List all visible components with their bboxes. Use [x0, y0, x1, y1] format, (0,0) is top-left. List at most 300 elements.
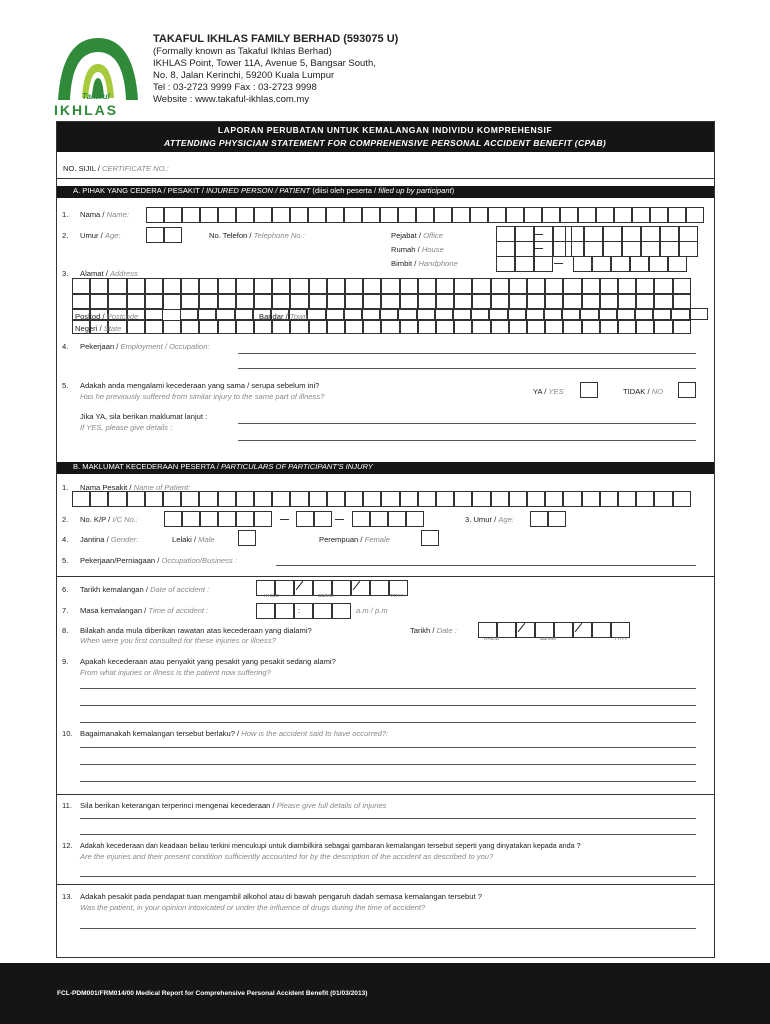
a-town-box[interactable]: [307, 308, 325, 320]
b-name-char-box[interactable]: [163, 491, 181, 507]
b-name-char-box[interactable]: [108, 491, 126, 507]
b-ic-box[interactable]: [370, 511, 388, 527]
b-name-char-box[interactable]: [600, 491, 618, 507]
b-name-char-box[interactable]: [673, 491, 691, 507]
b8-yy-hint: TT/YY: [614, 637, 628, 642]
a-address-char-box[interactable]: [72, 278, 90, 294]
a-state-box[interactable]: [327, 320, 345, 334]
b-name-char-box[interactable]: [509, 491, 527, 507]
b-name-char-box[interactable]: [272, 491, 290, 507]
a-phone-office-box[interactable]: [584, 226, 603, 242]
a-phone-mobile-box[interactable]: [592, 256, 611, 272]
a-name-char-box[interactable]: [290, 207, 308, 223]
b9-number: 9.: [62, 657, 69, 666]
b-ic-box[interactable]: [182, 511, 200, 527]
a-name-char-box[interactable]: [650, 207, 668, 223]
a-state-box[interactable]: [545, 320, 563, 334]
a-address-char-box[interactable]: [600, 278, 618, 294]
a-town-box[interactable]: [453, 308, 471, 320]
b-female-label-en: Female: [364, 535, 390, 544]
b-name-char-box[interactable]: [254, 491, 272, 507]
a-phone-house-box[interactable]: [496, 241, 515, 257]
a-age-box-2[interactable]: [164, 227, 182, 243]
title-english: ATTENDING PHYSICIAN STATEMENT FOR COMPREHENSIVE PERSONAL ACCIDENT BENEFIT (CPAB): [163, 138, 607, 148]
a-name-char-box[interactable]: [164, 207, 182, 223]
a-state-box[interactable]: [563, 320, 581, 334]
company-name: TAKAFUL IKHLAS FAMILY BERHAD (593075 U): [153, 33, 399, 45]
a-name-char-box[interactable]: [236, 207, 254, 223]
b-time-box[interactable]: [256, 603, 275, 619]
b13-line-1[interactable]: [80, 928, 696, 929]
b-accident-date-box[interactable]: [370, 580, 389, 596]
b-name-char-box[interactable]: [472, 491, 490, 507]
b-male-label: [172, 535, 215, 544]
a-address-char-box[interactable]: [582, 278, 600, 294]
b-occupation-line[interactable]: [276, 565, 696, 566]
a-address-char-box[interactable]: [454, 278, 472, 294]
a-address-char-box[interactable]: [199, 278, 217, 294]
certificate-label: [63, 164, 169, 173]
a-town-box[interactable]: [653, 308, 671, 320]
a-town-box[interactable]: [635, 308, 653, 320]
a-state-box[interactable]: [127, 320, 145, 334]
a-town-box[interactable]: [471, 308, 489, 320]
b5-label-ms: Pekerjaan/Perniagaan /: [80, 556, 162, 565]
a-name-char-box[interactable]: [542, 207, 560, 223]
a-state-box[interactable]: [163, 320, 181, 334]
a-address-char-box[interactable]: [218, 278, 236, 294]
b2-label-ms: No. K/P /: [80, 515, 113, 524]
a-address-char-box[interactable]: [327, 278, 345, 294]
b-female-label-ms: Perempuan /: [319, 535, 365, 544]
a-name-char-box[interactable]: [200, 207, 218, 223]
a-address-char-box[interactable]: [563, 278, 581, 294]
b-time-box[interactable]: [332, 603, 351, 619]
a-name-char-box[interactable]: [416, 207, 434, 223]
section-b-heading-en: PARTICULARS OF PARTICIPANT'S INJURY: [220, 462, 373, 471]
a-town-box[interactable]: [216, 308, 234, 320]
a-name-char-box[interactable]: [182, 207, 200, 223]
b-male-checkbox[interactable]: [238, 530, 256, 546]
b-name-char-box[interactable]: [72, 491, 90, 507]
a-phone-mobile-box[interactable]: [515, 256, 534, 272]
a-mobile-label-ms: Bimbit /: [391, 259, 419, 268]
b-time-box[interactable]: [294, 603, 313, 619]
a-state-box[interactable]: [582, 320, 600, 334]
a-address-char-box[interactable]: [145, 278, 163, 294]
a-phone-mobile-box[interactable]: [534, 256, 553, 272]
a2-label-en: Age:: [104, 231, 121, 240]
a-name-char-box[interactable]: [578, 207, 596, 223]
a-address-char-box[interactable]: [509, 278, 527, 294]
a-yes-label-ms: YA /: [533, 387, 549, 396]
b-name-char-box[interactable]: [309, 491, 327, 507]
title-malay: LAPORAN PERUBATAN UNTUK KEMALANGAN INDIVIDU KOMPREHENSIF: [217, 125, 553, 135]
b-name-char-box[interactable]: [345, 491, 363, 507]
a-postcode-box[interactable]: [145, 308, 163, 320]
b6-dd-hint: HH/DD: [264, 594, 280, 599]
a-state-box[interactable]: [145, 320, 163, 334]
a-phone-office-box[interactable]: [641, 226, 660, 242]
b11-number: 11.: [62, 801, 72, 810]
a-phone-office-box[interactable]: [603, 226, 622, 242]
a-phone-mobile-box[interactable]: [630, 256, 649, 272]
a-phone-house-box[interactable]: [679, 241, 698, 257]
a-phone-office-box[interactable]: [565, 226, 584, 242]
a-address-char-box[interactable]: [636, 278, 654, 294]
a1-number: 1.: [62, 210, 69, 219]
b-consult-date-box[interactable]: [592, 622, 611, 638]
b11-line-1[interactable]: [80, 818, 696, 819]
b-ic-box[interactable]: [406, 511, 424, 527]
a5-question: Adakah anda mengalami kecederaan yang sama / serupa sebelum ini?: [80, 381, 320, 390]
b11-question-en: Please give full details of injuries: [276, 801, 387, 810]
b-ic-box[interactable]: [236, 511, 254, 527]
a-town-box[interactable]: [526, 308, 544, 320]
a-state-box[interactable]: [636, 320, 654, 334]
a-town-box[interactable]: [690, 308, 708, 320]
b10-line-2[interactable]: [80, 764, 696, 765]
a-town-box[interactable]: [344, 308, 362, 320]
b9-line-2[interactable]: [80, 705, 696, 706]
b-female-checkbox[interactable]: [421, 530, 439, 546]
a-town-box[interactable]: [235, 308, 253, 320]
a-phone-mobile-box[interactable]: [611, 256, 630, 272]
company-formerly: (Formally known as Takaful Ikhlas Berhad): [153, 46, 332, 57]
a-phone-office-box[interactable]: [515, 226, 534, 242]
a-address-char-box[interactable]: [363, 278, 381, 294]
b6-yy-hint: TT/YY: [390, 594, 404, 599]
a-state-box[interactable]: [454, 320, 472, 334]
b-name-char-box[interactable]: [454, 491, 472, 507]
a4-label: [80, 342, 210, 351]
b8-date-label-ms: Tarikh /: [410, 626, 437, 635]
b-name-char-box[interactable]: [218, 491, 236, 507]
a-house-label: [391, 245, 444, 254]
a-state-box[interactable]: [673, 320, 691, 334]
b-female-label: [319, 535, 390, 544]
a-name-char-box[interactable]: [488, 207, 506, 223]
b-ic-box[interactable]: [254, 511, 272, 527]
a-address-char-box[interactable]: [400, 278, 418, 294]
a-town-box[interactable]: [417, 308, 435, 320]
a-town-box[interactable]: [380, 308, 398, 320]
a-state-box[interactable]: [491, 320, 509, 334]
a-address-char-box[interactable]: [381, 278, 399, 294]
b-name-char-box[interactable]: [636, 491, 654, 507]
a-phone-office-box[interactable]: [622, 226, 641, 242]
b-ic-box[interactable]: [352, 511, 370, 527]
a-state-box[interactable]: [218, 320, 236, 334]
a-address-char-box[interactable]: [673, 278, 691, 294]
a-town-box[interactable]: [599, 308, 617, 320]
a-town-box[interactable]: [180, 308, 198, 320]
a-town-box[interactable]: [544, 308, 562, 320]
a-state-box[interactable]: [290, 320, 308, 334]
a-name-char-box[interactable]: [344, 207, 362, 223]
b12-question-en: Are the injuries and their present condition sufficiently accounted for by the description of the accident as described to you?: [80, 852, 494, 861]
a-phone-office-box[interactable]: [496, 226, 515, 242]
b-male-label-ms: Lelaki /: [172, 535, 199, 544]
a-state-box[interactable]: [199, 320, 217, 334]
b-ic-box[interactable]: [314, 511, 332, 527]
a-phone-house-box[interactable]: [515, 241, 534, 257]
a-age-box-1[interactable]: [146, 227, 164, 243]
a-name-char-box[interactable]: [326, 207, 344, 223]
a-name-char-box[interactable]: [272, 207, 290, 223]
a-address-char-box[interactable]: [309, 278, 327, 294]
a-office-label-ms: Pejabat /: [391, 231, 424, 240]
b-ic-box[interactable]: [296, 511, 314, 527]
b10-line-3[interactable]: [80, 781, 696, 782]
a-town-box[interactable]: [580, 308, 598, 320]
a-state-box[interactable]: [363, 320, 381, 334]
b-ic-box[interactable]: [164, 511, 182, 527]
a-address-char-box[interactable]: [163, 294, 181, 310]
a-town-box[interactable]: [489, 308, 507, 320]
a-phone-mobile-box[interactable]: [573, 256, 592, 272]
a-town-box[interactable]: [617, 308, 635, 320]
a-name-char-box[interactable]: [218, 207, 236, 223]
b11-question: [80, 801, 386, 810]
a-phone-office-box[interactable]: [679, 226, 698, 242]
a-address-char-box[interactable]: [527, 278, 545, 294]
b-age-box-2[interactable]: [548, 511, 566, 527]
a-house-label-ms: Rumah /: [391, 245, 422, 254]
a-name-char-box[interactable]: [524, 207, 542, 223]
a-address-char-box[interactable]: [472, 278, 490, 294]
b4-label-ms: Jantina /: [80, 535, 111, 544]
b-name-char-box[interactable]: [563, 491, 581, 507]
a-address-char-box[interactable]: [163, 278, 181, 294]
a-occupation-line-1[interactable]: [238, 353, 696, 354]
b10-question: [80, 729, 388, 738]
a-town-box[interactable]: [435, 308, 453, 320]
a-state-box[interactable]: [381, 320, 399, 334]
b5-label-en: Occupation/Business :: [161, 556, 238, 565]
a-town-label-ms: Bandar /: [259, 312, 290, 321]
b-name-char-box[interactable]: [400, 491, 418, 507]
b2-label-en: I/C No.:: [112, 515, 139, 524]
a-state-box[interactable]: [654, 320, 672, 334]
section-a-heading-end: ): [451, 186, 455, 195]
a-town-box[interactable]: [398, 308, 416, 320]
a-name-char-box[interactable]: [632, 207, 650, 223]
b-name-char-box[interactable]: [199, 491, 217, 507]
b4-label-en: Gender:: [110, 535, 139, 544]
a-address-char-box[interactable]: [545, 278, 563, 294]
a-state-box[interactable]: [436, 320, 454, 334]
b-consult-date-box[interactable]: [554, 622, 573, 638]
b-name-char-box[interactable]: [90, 491, 108, 507]
a-address-char-box[interactable]: [254, 278, 272, 294]
a-address-char-box[interactable]: [127, 278, 145, 294]
a-phone-house-box[interactable]: [565, 241, 584, 257]
a-address-char-box[interactable]: [108, 278, 126, 294]
a-phone-mobile-box[interactable]: [668, 256, 687, 272]
a-state-box[interactable]: [509, 320, 527, 334]
b10-line-1[interactable]: [80, 747, 696, 748]
b-name-char-box[interactable]: [181, 491, 199, 507]
a-state-box[interactable]: [418, 320, 436, 334]
b-ic-box[interactable]: [388, 511, 406, 527]
b9-line-1[interactable]: [80, 688, 696, 689]
b7-label: [80, 606, 208, 615]
b13-question-en: Was the patient, in your opinion intoxicated or under the influence of drugs during the time of accident?: [80, 903, 426, 912]
b-name-char-box[interactable]: [327, 491, 345, 507]
b-name-char-box[interactable]: [491, 491, 509, 507]
a-phone-house-box[interactable]: [534, 241, 553, 257]
b-consult-date-box[interactable]: [478, 622, 497, 638]
a-name-char-box[interactable]: [254, 207, 272, 223]
a-name-char-box[interactable]: [434, 207, 452, 223]
b-name-char-box[interactable]: [527, 491, 545, 507]
a-no-label: [623, 387, 663, 396]
a-name-char-box[interactable]: [614, 207, 632, 223]
a-town-box[interactable]: [508, 308, 526, 320]
a-details-line-1[interactable]: [238, 423, 696, 424]
a-town-box[interactable]: [326, 308, 344, 320]
b-time-box[interactable]: [313, 603, 332, 619]
a-state-box[interactable]: [309, 320, 327, 334]
b-age-box-1[interactable]: [530, 511, 548, 527]
b-name-char-box[interactable]: [436, 491, 454, 507]
b-name-char-box[interactable]: [127, 491, 145, 507]
b-consult-date-box[interactable]: [497, 622, 516, 638]
a-state-box[interactable]: [236, 320, 254, 334]
a-state-box[interactable]: [272, 320, 290, 334]
a-state-box[interactable]: [527, 320, 545, 334]
a-name-char-box[interactable]: [560, 207, 578, 223]
a-address-char-box[interactable]: [436, 278, 454, 294]
b-consult-date-box[interactable]: [535, 622, 554, 638]
b-name-char-box[interactable]: [418, 491, 436, 507]
b-age-label-ms: 3. Umur /: [465, 515, 499, 524]
a-address-char-box[interactable]: [418, 278, 436, 294]
a-name-char-box[interactable]: [146, 207, 164, 223]
b-name-char-box[interactable]: [363, 491, 381, 507]
a-phone-house-box[interactable]: [641, 241, 660, 257]
a-postcode-label-en: Postcode: [106, 312, 139, 321]
section-a-heading-tail: (diisi oleh peserta /: [310, 186, 379, 195]
a-name-char-box[interactable]: [668, 207, 686, 223]
a-state-box[interactable]: [472, 320, 490, 334]
b8-mm-hint: BB/MM: [540, 637, 556, 642]
a-town-box[interactable]: [362, 308, 380, 320]
company-contact: Tel : 03-2723 9999 Fax : 03-2723 9998: [153, 82, 317, 93]
b-ic-box[interactable]: [200, 511, 218, 527]
a-state-box[interactable]: [254, 320, 272, 334]
certificate-label-en: CERTIFICATE NO.:: [101, 164, 169, 173]
a-state-box[interactable]: [400, 320, 418, 334]
a-phone-house-box[interactable]: [622, 241, 641, 257]
b2-number: 2.: [62, 515, 69, 524]
b-time-box[interactable]: [275, 603, 294, 619]
a-address-char-box[interactable]: [654, 278, 672, 294]
a-occupation-line-2[interactable]: [238, 368, 696, 369]
a-phone-office-box[interactable]: [660, 226, 679, 242]
b7-label-ms: Masa kemalangan /: [80, 606, 149, 615]
b1-label-ms: Nama Pesakit /: [80, 483, 134, 492]
a-name-char-box[interactable]: [452, 207, 470, 223]
a-state-box[interactable]: [345, 320, 363, 334]
a-phone-label: [209, 231, 305, 240]
b9-line-3[interactable]: [80, 722, 696, 723]
a-name-char-box[interactable]: [686, 207, 704, 223]
b-age-label: [465, 515, 514, 524]
a-name-char-box[interactable]: [596, 207, 614, 223]
b12-line-1[interactable]: [80, 876, 696, 877]
a-name-char-box[interactable]: [398, 207, 416, 223]
b6-label-en: Date of accident :: [150, 585, 210, 594]
a-mobile-label: [391, 259, 458, 268]
b6-label-ms: Tarikh kemalangan /: [80, 585, 151, 594]
a-state-box[interactable]: [181, 320, 199, 334]
a5-number: 5.: [62, 381, 69, 390]
a-address-char-box[interactable]: [345, 278, 363, 294]
a-town-box[interactable]: [198, 308, 216, 320]
b-accident-date-box[interactable]: [332, 580, 351, 596]
a-details-line-2[interactable]: [238, 440, 696, 441]
a3-label-en: Address: [109, 269, 138, 278]
a-name-char-box[interactable]: [380, 207, 398, 223]
b-name-char-box[interactable]: [582, 491, 600, 507]
a-name-char-box[interactable]: [470, 207, 488, 223]
a-address-char-box[interactable]: [181, 278, 199, 294]
b-name-char-box[interactable]: [545, 491, 563, 507]
a-phone-house-box[interactable]: [584, 241, 603, 257]
a-state-box[interactable]: [600, 320, 618, 334]
b-name-char-box[interactable]: [236, 491, 254, 507]
a-office-label-en: Office: [423, 231, 443, 240]
a-office-label: [391, 231, 443, 240]
a-phone-mobile-box[interactable]: [649, 256, 668, 272]
a-name-char-box[interactable]: [308, 207, 326, 223]
a-phone-house-box[interactable]: [603, 241, 622, 257]
section-a-heading-ms: A. PIHAK YANG CEDERA / PESAKIT /: [73, 186, 206, 195]
b-name-char-box[interactable]: [654, 491, 672, 507]
a-address-char-box[interactable]: [491, 278, 509, 294]
b11-line-2[interactable]: [80, 834, 696, 835]
a-address-char-box[interactable]: [290, 278, 308, 294]
b-name-char-box[interactable]: [381, 491, 399, 507]
b-male-label-en: Male: [198, 535, 215, 544]
b6-mm-hint: BB/MM: [318, 594, 334, 599]
b-name-char-box[interactable]: [618, 491, 636, 507]
b-consult-date-box[interactable]: [611, 622, 630, 638]
a-no-checkbox[interactable]: [678, 382, 696, 398]
section-a-heading: [57, 186, 714, 198]
a-address-char-box[interactable]: [90, 278, 108, 294]
a-address-char-box[interactable]: [236, 278, 254, 294]
a-address-char-box[interactable]: [272, 278, 290, 294]
b-name-char-box[interactable]: [145, 491, 163, 507]
a-state-box[interactable]: [618, 320, 636, 334]
a-name-char-box[interactable]: [362, 207, 380, 223]
a-name-char-box[interactable]: [506, 207, 524, 223]
a-yes-checkbox[interactable]: [580, 382, 598, 398]
a-address-char-box[interactable]: [618, 278, 636, 294]
b-ic-box[interactable]: [218, 511, 236, 527]
a-town-box[interactable]: [562, 308, 580, 320]
a-town-box[interactable]: [671, 308, 689, 320]
a-phone-house-box[interactable]: [660, 241, 679, 257]
b-name-char-box[interactable]: [290, 491, 308, 507]
logo-small-text: Takaful: [82, 92, 110, 101]
a4-label-en: Employment / Occupation:: [120, 342, 210, 351]
a-phone-mobile-box[interactable]: [496, 256, 515, 272]
a-details-label: Jika YA, sila berikan maklumat lanjut :: [80, 412, 208, 421]
